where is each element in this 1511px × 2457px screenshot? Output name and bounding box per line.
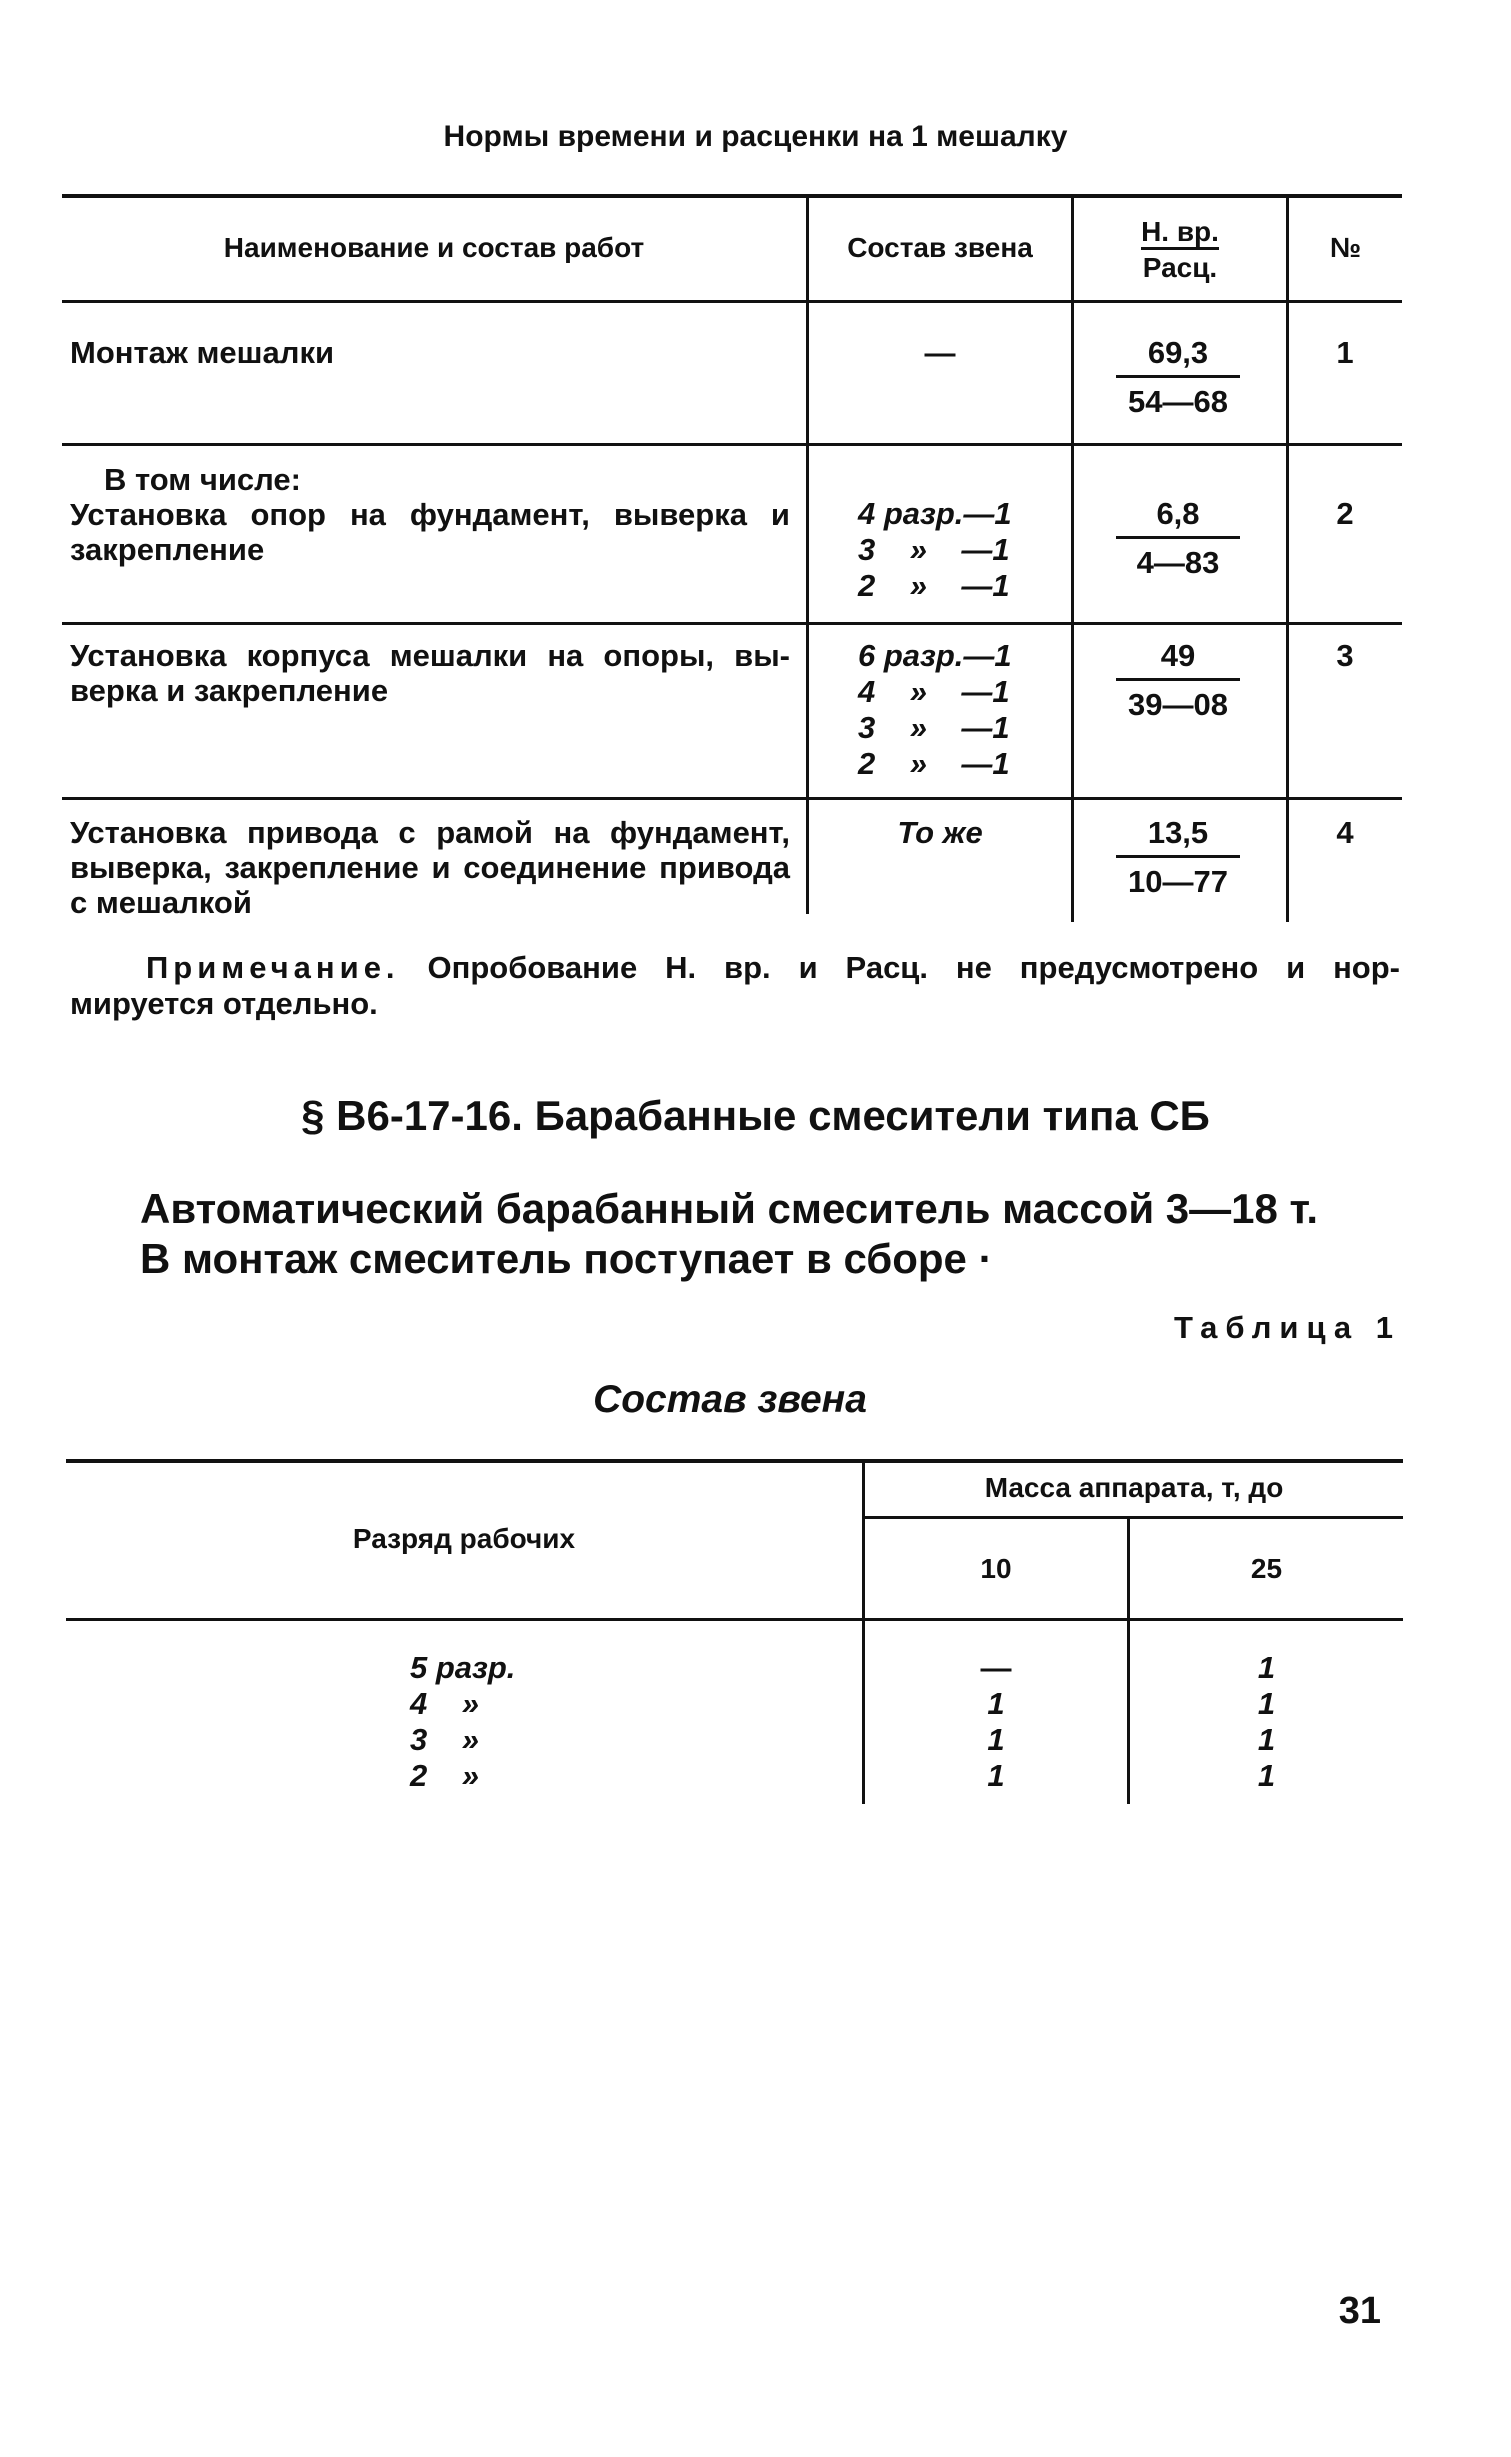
table1-note <box>70 950 1400 1022</box>
header-number: № <box>1329 232 1362 263</box>
table2-col-25 <box>1130 1650 1403 1794</box>
table1-title: Нормы времени и расценки на 1 мешалку <box>443 120 1068 153</box>
table2-header-mass-10: 10 <box>980 1553 1012 1584</box>
row1-number: 1 <box>1336 335 1354 370</box>
table2-mass-rule <box>864 1516 1403 1519</box>
row2-crew: 4 разр.—1 3 » —1 2 » —1 <box>858 496 1012 603</box>
note-text-2: мируется отдельно. <box>70 986 378 1021</box>
row1-work: Монтаж мешалки <box>70 335 335 370</box>
table1-col-rule-2 <box>1071 194 1074 922</box>
table1-col-rule-1 <box>806 194 809 914</box>
col25-grade-5: 1 <box>1257 1650 1276 1685</box>
grade-4: 4 » <box>410 1686 479 1721</box>
header-norm-top: Н. вр. <box>1141 217 1219 250</box>
col25-grade-3: 1 <box>1257 1722 1276 1757</box>
row3-crew: 6 разр.—1 4 » —1 3 » —1 2 » —1 <box>858 638 1012 781</box>
row3-work: Установка корпуса мешалки на опоры, вы- верка и закрепление <box>70 638 790 708</box>
section-paragraph-2: В монтаж смеситель поступает в сборе · <box>140 1235 993 1282</box>
note-label: Примечание. <box>146 950 400 985</box>
table2-top-rule <box>66 1459 1403 1463</box>
table2-col-10 <box>865 1650 1127 1794</box>
row2-work: В том числе: Установка опор на фундамент, выверка и закрепление <box>70 462 790 567</box>
table2-grades <box>410 1650 515 1794</box>
row4-work: Установка привода с рамой на фундамент, выверка, закрепление и соединение привода с мешалкой <box>70 815 790 920</box>
table2-caption: Состав звена <box>593 1378 867 1421</box>
table2-header-mass: Масса аппарата, т, до <box>984 1472 1284 1503</box>
row1-crew: — <box>924 335 956 370</box>
page-number: 31 <box>1338 2290 1381 2332</box>
col10-grade-3: 1 <box>987 1722 1005 1757</box>
row2-norm: 6,8 4—83 <box>1088 496 1268 581</box>
table1-header-rule <box>62 300 1402 303</box>
table1-row-rule-2 <box>62 622 1402 625</box>
table1-row-rule-3 <box>62 797 1402 800</box>
row1-norm: 69,3 54—68 <box>1088 335 1268 420</box>
header-norm-bottom: Расц. <box>1142 252 1218 283</box>
table2-label: Таблица 1 <box>1173 1310 1401 1345</box>
table1-col-rule-3 <box>1286 194 1289 922</box>
note-text: Опробование Н. вр. и Расц. не предусмотрено и нор- <box>399 950 1400 985</box>
col10-grade-4: 1 <box>987 1686 1005 1721</box>
table2-header-rule <box>66 1618 1403 1621</box>
col10-grade-5: — <box>980 1650 1012 1685</box>
grade-3: 3 » <box>410 1722 479 1757</box>
grade-5: 5 разр. <box>410 1650 516 1685</box>
row4-crew: То же <box>897 815 983 850</box>
row3-norm: 49 39—08 <box>1088 638 1268 723</box>
grade-2: 2 » <box>410 1758 479 1793</box>
table2-header-mass-25: 25 <box>1250 1553 1283 1584</box>
table2-header-grade: Разряд рабочих <box>352 1523 576 1554</box>
row3-number: 3 <box>1336 638 1354 673</box>
col25-grade-4: 1 <box>1257 1686 1276 1721</box>
row4-norm: 13,5 10—77 <box>1088 815 1268 900</box>
section-paragraph-1: Автоматический барабанный смеситель массой 3—18 т. <box>140 1185 1319 1232</box>
row4-number: 4 <box>1336 815 1354 850</box>
table1-top-rule <box>62 194 1402 198</box>
col10-grade-2: 1 <box>987 1758 1005 1793</box>
header-work: Наименование и состав работ <box>223 232 645 263</box>
header-norm <box>1074 215 1286 286</box>
row2-number: 2 <box>1336 496 1354 531</box>
table1-row-rule-1 <box>62 443 1402 446</box>
col25-grade-2: 1 <box>1257 1758 1276 1793</box>
section-heading: § В6-17-16. Барабанные смесители типа СБ <box>301 1092 1210 1139</box>
header-crew: Состав звена <box>847 232 1033 263</box>
